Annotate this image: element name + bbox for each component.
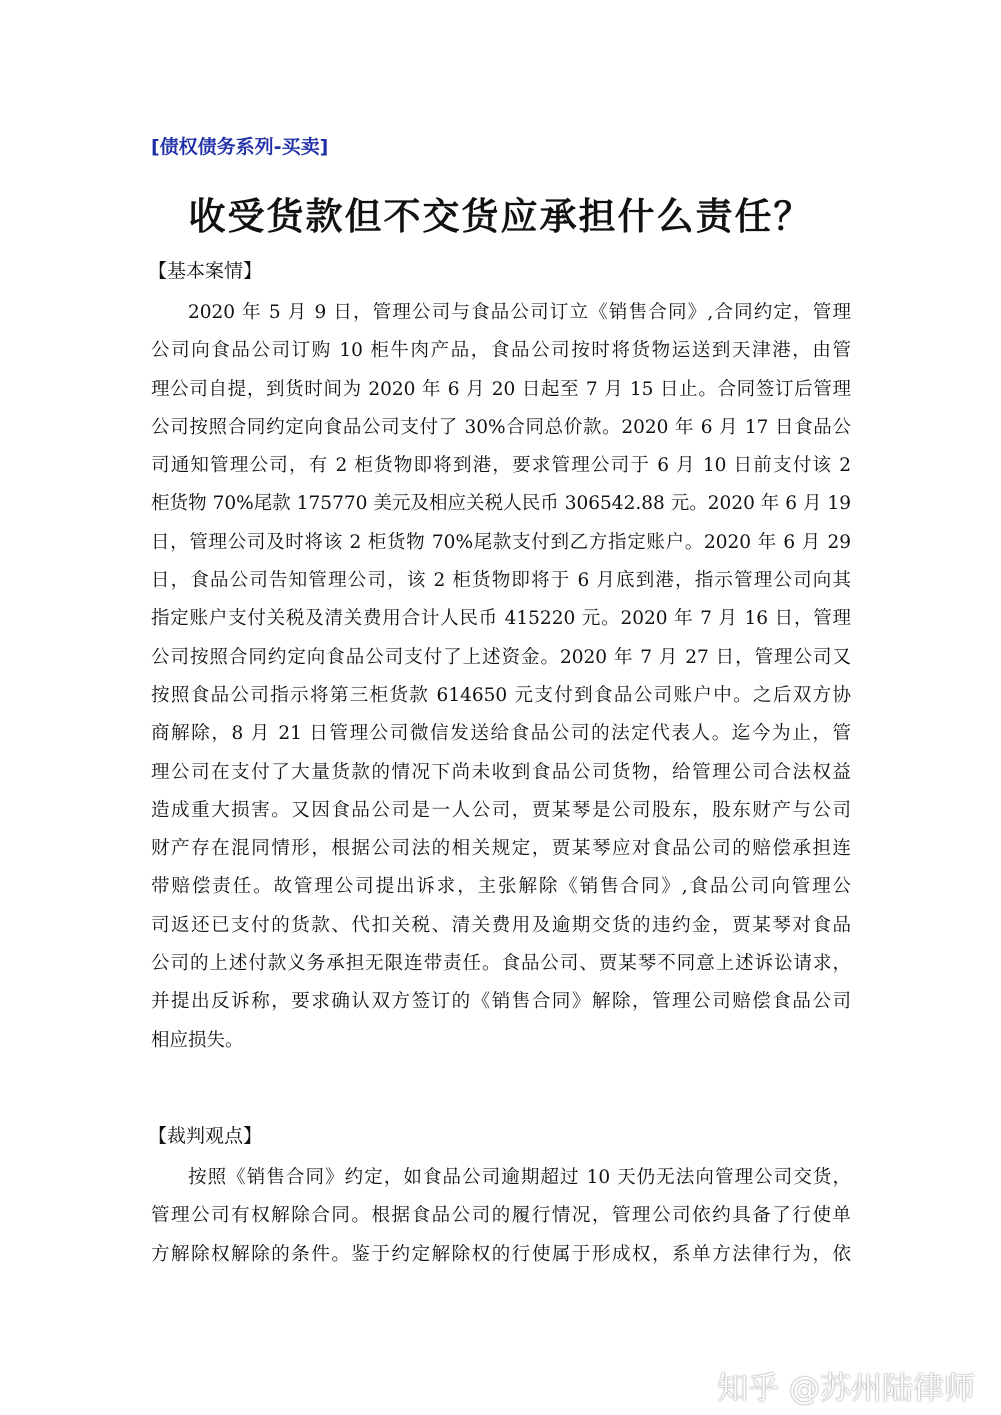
paragraph-line: 商解除，8 月 21 日管理公司微信发送给食品公司的法定代表人。迄今为止，管 <box>151 723 851 745</box>
paragraph-judgment <box>151 1159 851 1274</box>
section-heading-judgment: 【裁判观点】 <box>148 1125 263 1147</box>
paragraph-line: 日，管理公司及时将该 2 柜货物 70%尾款支付到乙方指定账户。2020 年 6 月 29 <box>151 531 851 553</box>
paragraph-line: 并提出反诉称，要求确认双方签订的《销售合同》解除，管理公司赔偿食品公司 <box>151 991 851 1013</box>
paragraph-line: 理公司自提，到货时间为 2020 年 6 月 20 日起至 7 月 15 日止。合同签订后管理 <box>151 378 851 400</box>
section-heading-basic-facts: 【基本案情】 <box>148 260 263 282</box>
paragraph-line: 按照食品公司指示将第三柜货款 614650 元支付到食品公司账户中。之后双方协 <box>151 684 851 706</box>
paragraph-line: 管理公司有权解除合同。根据食品公司的履行情况，管理公司依约具备了行使单 <box>151 1205 851 1227</box>
paragraph-line: 按照《销售合同》约定，如食品公司逾期超过 10 天仍无法向管理公司交货， <box>188 1167 851 1188</box>
paragraph-line: 指定账户支付关税及清关费用合计人民币 415220 元。2020 年 7 月 16 日，管理 <box>151 608 851 630</box>
paragraph-line: 公司的上述付款义务承担无限连带责任。食品公司、贾某琴不同意上述诉讼请求， <box>151 953 851 975</box>
paragraph-basic-facts <box>151 294 851 1060</box>
paragraph-line: 相应损失。 <box>151 1029 244 1051</box>
paragraph-line: 公司按照合同约定向食品公司支付了 30%合同总价款。2020 年 6 月 17 日食品公 <box>151 416 851 438</box>
paragraph-line: 柜货物 70%尾款 175770 美元及相应关税人民币 306542.88 元。2020 年 6 月 19 <box>151 493 851 515</box>
paragraph-line: 带赔偿责任。故管理公司提出诉求，主张解除《销售合同》,食品公司向管理公 <box>151 876 851 898</box>
paragraph-line: 日，食品公司告知管理公司，该 2 柜货物即将于 6 月底到港，指示管理公司向其 <box>151 570 851 592</box>
paragraph-line: 公司向食品公司订购 10 柜牛肉产品，食品公司按时将货物运送到天津港，由管 <box>151 340 851 362</box>
paragraph-line: 理公司在支付了大量货款的情况下尚未收到食品公司货物，给管理公司合法权益 <box>151 761 851 783</box>
zhihu-watermark: 知乎 @苏州陆律师 <box>717 1371 975 1407</box>
paragraph-line: 司返还已支付的货款、代扣关税、清关费用及逾期交货的违约金，贾某琴对食品 <box>151 914 851 936</box>
paragraph-line: 司通知管理公司，有 2 柜货物即将到港，要求管理公司于 6 月 10 日前支付该 2 <box>151 455 851 477</box>
document-title: 收受货款但不交货应承担什么责任？ <box>188 195 813 238</box>
paragraph-line: 方解除权解除的条件。鉴于约定解除权的行使属于形成权，系单方法律行为，依 <box>151 1243 851 1265</box>
paragraph-line: 2020 年 5 月 9 日，管理公司与食品公司订立《销售合同》,合同约定，管理 <box>188 302 851 323</box>
paragraph-line: 财产存在混同情形，根据公司法的相关规定，贾某琴应对食品公司的赔偿承担连 <box>151 838 851 860</box>
paragraph-line: 公司按照合同约定向食品公司支付了上述资金。2020 年 7 月 27 日，管理公司又 <box>151 646 851 668</box>
paragraph-line: 造成重大损害。又因食品公司是一人公司，贾某琴是公司股东，股东财产与公司 <box>151 799 851 821</box>
series-tag: [债权债务系列-买卖] <box>151 136 329 158</box>
